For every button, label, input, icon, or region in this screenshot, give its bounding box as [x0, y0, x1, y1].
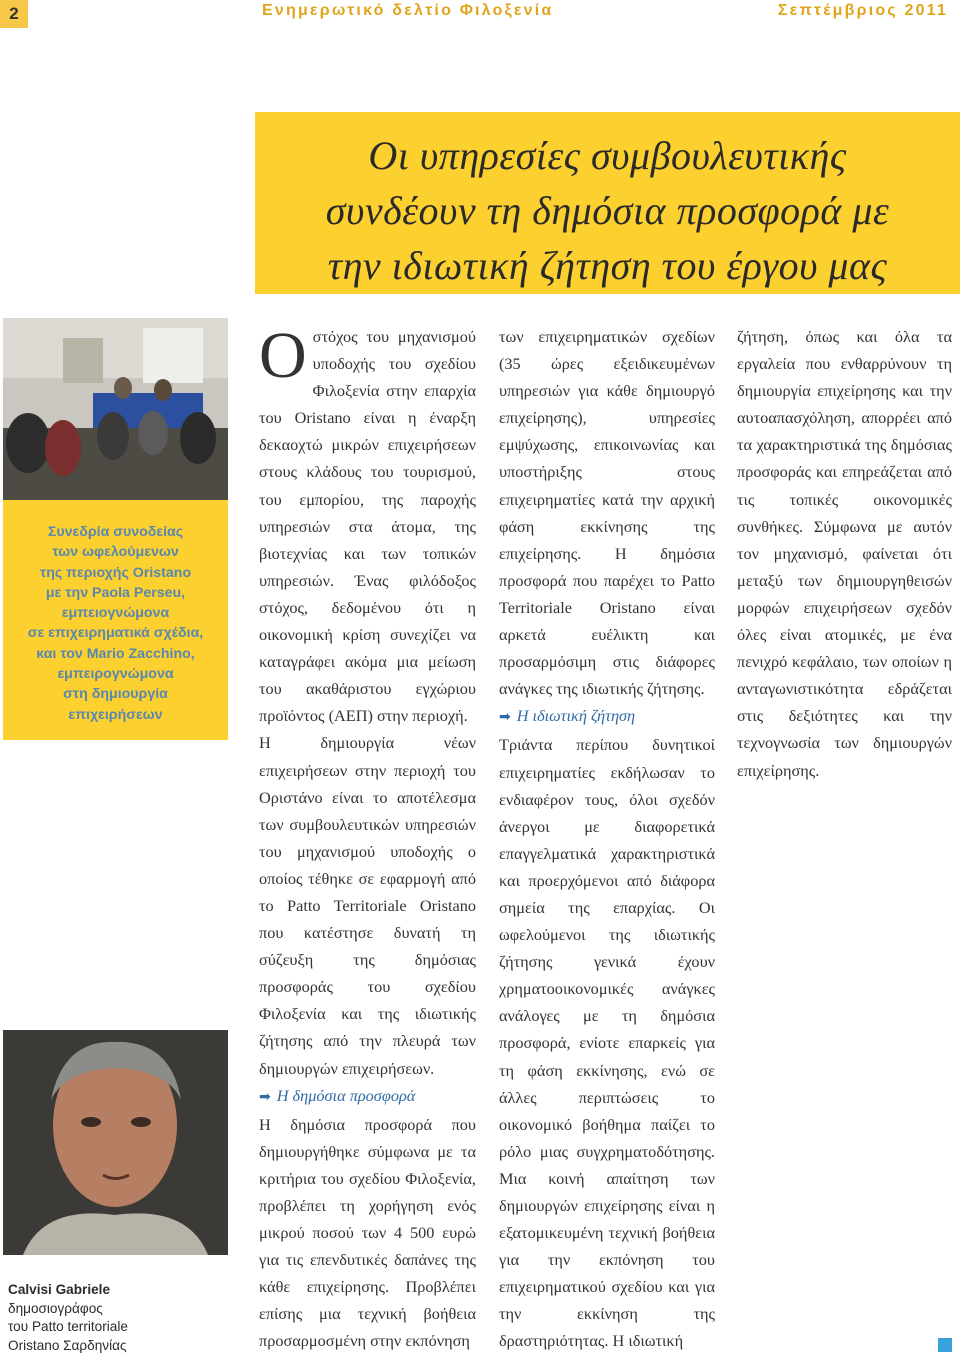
author-name: Calvisi Gabriele [8, 1282, 111, 1297]
issue-date: Σεπτέμβριος 2011 [777, 2, 948, 19]
portrait-photo [3, 1030, 228, 1255]
caption-line: και τον Mario Zacchino, [36, 645, 195, 662]
article-paragraph-continued: των επιχειρηματικών σχεδίων (35 ώρες εξειδικευμένων υπηρεσιών για κάθε δημιουργό επιχείρησης), υπηρεσίες εμψύχωσης, επικοινωνίας και υποστήριξης στους επιχειρηματίες κατά την αρχική φάση εκκίνησης της επιχείρησης. Η δημόσια προσφορά που παρέχει το Patto Territoriale Oristano είναι αρκετά ευέλικτη και προσαρμόσιμη στις διάφορες ανάγκες της ιδιωτικής ζήτησης. [499, 327, 715, 699]
photo-caption-meeting [3, 500, 228, 740]
article-paragraph-1 [259, 319, 476, 729]
headline-line-3: την ιδιωτική ζήτηση του έργου μας [327, 243, 888, 288]
subhead-text: Η δημόσια προσφορά [276, 1085, 416, 1105]
end-of-article-icon [938, 1338, 952, 1352]
headline-line-1: Οι υπηρεσίες συμβουλευτικής [368, 133, 847, 178]
drop-cap: Ο [259, 319, 307, 392]
meeting-photo [3, 318, 228, 500]
article-column-2 [499, 323, 715, 1355]
author-organization: του Patto territoriale [8, 1319, 128, 1334]
newsletter-title: Ενημερωτικό δελτίο Φιλοξενία [262, 2, 554, 19]
article-headline [255, 128, 960, 293]
caption-line: στη δημιουργία [63, 686, 168, 703]
author-role: δημοσιογράφος [8, 1300, 103, 1316]
caption-line: επιχειρήσεων [68, 706, 163, 723]
article-column-3 [737, 323, 952, 784]
caption-line: της περιοχής Oristano [39, 564, 192, 581]
headline-banner [255, 112, 960, 294]
paragraph-text: στόχος του μηχανισμού υποδοχής του σχεδίου Φιλοξενία στην επαρχία του Oristano είναι η έναρξη δεκαοχτώ μικρών επιχειρήσεων στους κλάδους του τουρισμού, του εμπορίου, της παροχής υπηρεσιών στα άτομα, της βιοτεχνίας και των τοπικών υπηρεσιών. Ένας φιλόδοξος στόχος, δεδομένου ότι η οικονομική κρίση συνεχίζει να καταγράφει ακόμα μια μείωση του ακαθάριστου εγχώριου προϊόντος (ΑΕΠ) στην περιοχή. [259, 327, 476, 726]
article-paragraph-3: Η δημόσια προσφορά που δημιουργήθηκε σύμφωνα με τα κριτήρια του σχεδίου Φιλοξενία, προβλέπει τη χορήγηση ενός μικρού ποσού των 4 500 ευρώ για τις επενδυτικές δαπάνες της κάθε επιχείρησης. Προβλέπει επίσης μια τεχνική βοήθεια προσαρμοσμένη στην εκπόνηση [259, 1114, 476, 1351]
page-header [0, 0, 960, 28]
caption-line: εμπειρογνώμονα [57, 666, 174, 683]
caption-line: Συνεδρία συνοδείας [47, 524, 184, 540]
arrow-right-icon: ➡ [499, 709, 511, 726]
caption-line: των ωφελούμενων [52, 544, 179, 561]
article-column-1 [259, 319, 476, 1355]
article-paragraph-4: Τριάντα περίπου δυνητικοί επιχειρηματίες εκδήλωσαν το ενδιαφέρον τους, όλοι σχεδόν άνεργοι με διαφορετικά επαγγελματικά χαρακτηριστικά και προερχόμενοι από διάφορα σημεία της επαρχίας. Οι ωφελούμενοι της ιδιωτικής ζήτησης γενικά έχουν χρηματοοικονομικές ανάγκες ανάλογες με τη δημόσια προσφορά, ενίοτε επαρκείς για τη φάση εκκίνησης, ενώ σε άλλες περιπτώσεις το οικονομικό βοήθημα παίζει το ρόλο μιας συγχρηματοδότησης. Μια κοινή απαίτηση των δημιουργών επιχείρησης είναι η εξατομικευμένη τεχνική βοήθεια για την εκπόνηση του επιχειρηματικού σχεδίου και για την εκκίνηση της δραστηριότητας. Η ιδιωτική [499, 735, 715, 1351]
subhead-private-demand [499, 702, 715, 731]
article-paragraph-2: Η δημιουργία νέων επιχειρήσεων στην περιοχή του Οριστάνο είναι το αποτέλεσμα των συμβουλευτικών υπηρεσιών του μηχανισμού υποδοχής ο οποίος τέθηκε σε εφαρμογή από το Patto Territoriale Oristano που κατέστησε δυνατή τη σύζευξη της δημόσιας προσφοράς του σχεδίου Φιλοξενία και της ιδιωτικής ζήτησης από την πλευρά των δημιουργών επιχειρήσεων. [259, 733, 476, 1078]
subhead-text: Η ιδιωτική ζήτηση [516, 706, 636, 726]
subhead-public-offer [259, 1082, 476, 1111]
caption-line: σε επιχειρηματικά σχέδια, [27, 625, 204, 642]
arrow-right-icon: ➡ [259, 1088, 271, 1105]
caption-line: με την Paola Perseu, [45, 584, 186, 601]
portrait-caption [8, 1281, 233, 1355]
article-paragraph-continued: ζήτηση, όπως και όλα τα εργαλεία που ενθαρρύνουν τη δημιουργία επιχείρησης και την αυτοαπασχόληση, απορρέει από τα χαρακτηριστικά της δημόσιας προσφοράς και επηρεάζεται από τις τοπικές οικονομικές συνθήκες. Σύμφωνα με αυτόν τον μηχανισμό, φαίνεται ότι μεταξύ των δημιουργηθεισών μορφών επιχειρήσεων σχεδόν όλες είναι ατομικές, με ένα πενιχρό κεφάλαιο, των οποίων η ανταγωνιστικότητα εδράζεται στις δεξιότητες και την τεχνογνωσία των δημιουργών επιχείρησης. [737, 327, 952, 780]
caption-line: εμπειογνώμονα [61, 605, 170, 622]
headline-line-2: συνδέουν τη δημόσια προσφορά με [325, 188, 890, 233]
page-number: 2 [0, 0, 28, 28]
author-place: Oristano Σαρδηνίας [8, 1337, 127, 1353]
